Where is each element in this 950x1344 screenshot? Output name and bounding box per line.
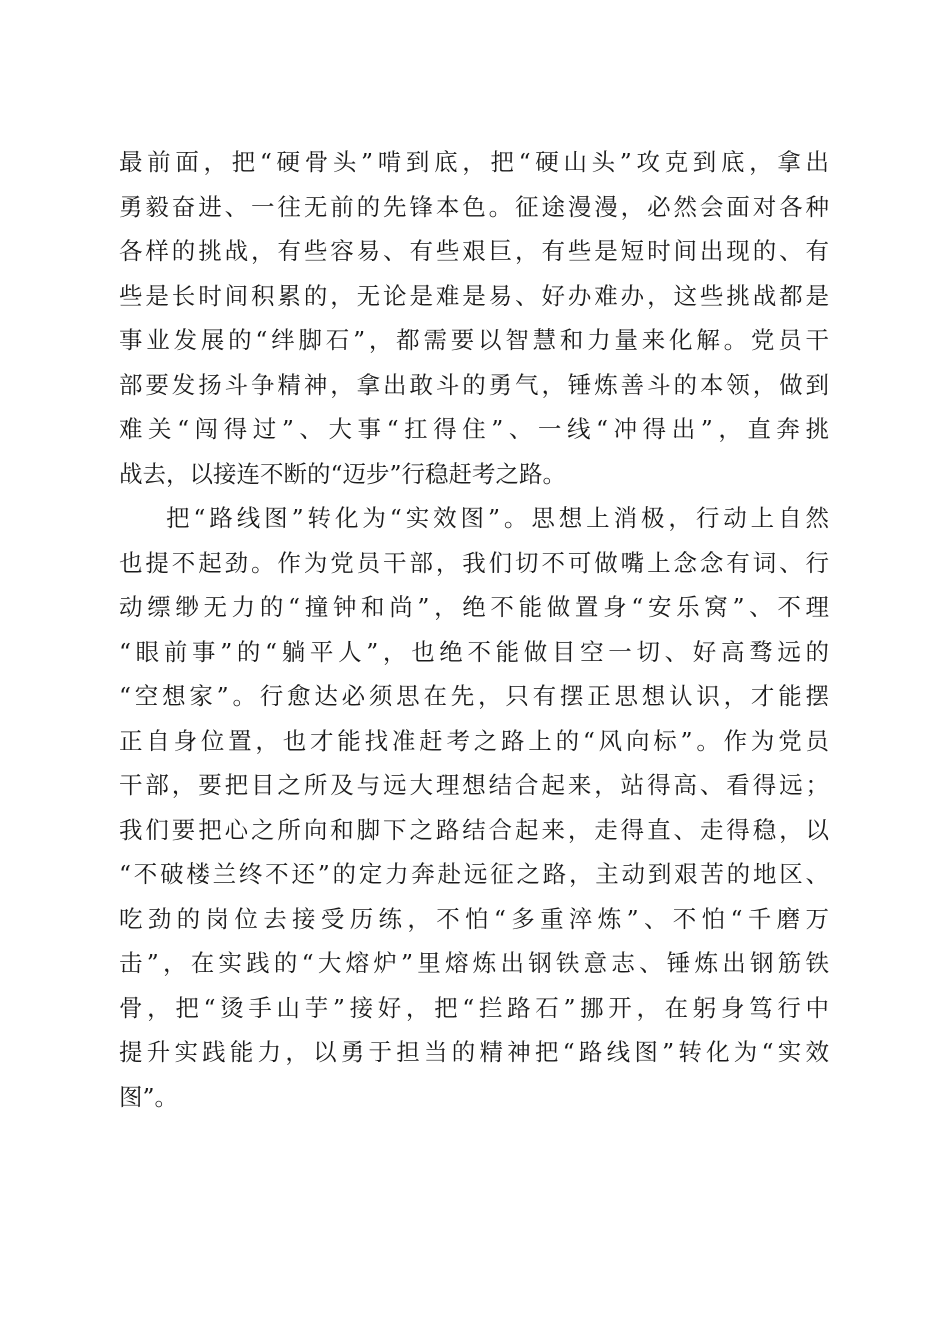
text-line: 些是长时间积累的，无论是难是易、好办难办，这些挑战都是 [119, 281, 829, 310]
text-line: 图”。 [119, 1082, 179, 1111]
text-line: 难关“闯得过”、大事“扛得住”、一线“冲得出”，直奔挑 [119, 415, 829, 443]
text-line: 事业发展的“绊脚石”，都需要以智慧和力量来化解。党员干 [119, 326, 829, 354]
text-line: 战去，以接连不断的“迈步”行稳赶考之路。 [119, 459, 567, 488]
text-line: 动缥缈无力的“撞钟和尚”，绝不能做置身“安乐窝”、不理 [119, 593, 829, 621]
text-line: 干部，要把目之所及与远大理想结合起来，站得高、看得远； [119, 771, 829, 799]
document-body [119, 140, 829, 1119]
text-line: 骨，把“烫手山芋”接好，把“拦路石”挪开，在躬身笃行中 [119, 993, 829, 1022]
text-line: 正自身位置，也才能找准赶考之路上的“风向标”。作为党员 [119, 726, 829, 755]
text-line: 击”，在实践的“大熔炉”里熔炼出钢铁意志、锤炼出钢筋铁 [119, 949, 829, 977]
text-line: 提升实践能力，以勇于担当的精神把“路线图”转化为“实效 [119, 1038, 829, 1066]
text-line: 也提不起劲。作为党员干部，我们切不可做嘴上念念有词、行 [119, 548, 829, 577]
text-line: 最前面，把“硬骨头”啃到底，把“硬山头”攻克到底，拿出 [119, 148, 829, 176]
text-line: 把“路线图”转化为“实效图”。思想上消极，行动上自然 [166, 504, 829, 532]
text-line: 各样的挑战，有些容易、有些艰巨，有些是短时间出现的、有 [119, 237, 829, 265]
text-line: 我们要把心之所向和脚下之路结合起来，走得直、走得稳，以 [119, 815, 829, 844]
text-line: “空想家”。行愈达必须思在先，只有摆正思想认识，才能摆 [119, 682, 829, 710]
text-line: “眼前事”的“躺平人”，也绝不能做目空一切、好高骛远的 [119, 637, 829, 666]
text-line: 吃劲的岗位去接受历练，不怕“多重淬炼”、不怕“千磨万 [119, 904, 829, 933]
text-line: “不破楼兰终不还”的定力奔赴远征之路，主动到艰苦的地区、 [119, 860, 829, 888]
text-line: 勇毅奋进、一往无前的先锋本色。征途漫漫，必然会面对各种 [119, 192, 829, 221]
paragraph-1 [119, 140, 829, 496]
paragraph-2 [119, 496, 829, 1119]
text-line: 部要发扬斗争精神，拿出敢斗的勇气，锤炼善斗的本领，做到 [119, 370, 829, 399]
